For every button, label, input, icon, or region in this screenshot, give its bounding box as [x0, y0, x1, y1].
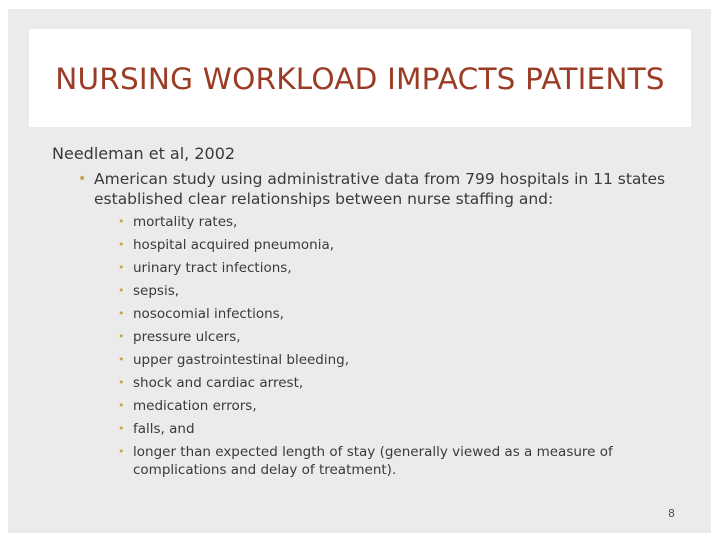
list-item [52, 374, 692, 392]
list-item [52, 397, 692, 415]
title-box [29, 29, 691, 127]
list-item [52, 213, 692, 231]
list-item [52, 328, 692, 346]
list-item-text: sepsis, [133, 283, 180, 299]
list-item [52, 420, 692, 438]
list-item-text: pressure ulcers, [133, 329, 241, 345]
list-item-text: upper gastrointestinal bleeding, [133, 352, 350, 368]
slide-content [52, 143, 692, 484]
list-item-text: urinary tract infections, [133, 260, 292, 276]
list-item [52, 443, 692, 479]
list-item [52, 259, 692, 277]
bullet-icon: • [118, 376, 125, 389]
slide [8, 9, 711, 533]
list-item-text: hospital acquired pneumonia, [133, 237, 335, 253]
list-item-text: falls, and [133, 421, 195, 437]
study-summary [52, 169, 692, 209]
list-item [52, 305, 692, 323]
list-item [52, 236, 692, 254]
bullet-icon: • [118, 330, 125, 343]
bullet-icon: • [118, 307, 125, 320]
bullet-icon: • [118, 399, 125, 412]
list-item-text: shock and cardiac arrest, [133, 375, 304, 391]
page-number: 8 [668, 507, 675, 520]
list-item-text: medication errors, [133, 398, 257, 414]
list-item-text: mortality rates, [133, 214, 238, 230]
bullet-icon: • [118, 284, 125, 297]
bullet-icon: • [118, 238, 125, 251]
citation-text: Needleman et al, 2002 [52, 144, 236, 163]
list-item [52, 282, 692, 300]
outcomes-list [52, 213, 692, 479]
bullet-icon: • [118, 261, 125, 274]
bullet-icon: • [78, 171, 87, 187]
list-item-text: longer than expected length of stay (generally viewed as a measure of complications and delay of treatment). [133, 444, 613, 478]
slide-title: NURSING WORKLOAD IMPACTS PATIENTS [55, 62, 665, 96]
bullet-icon: • [118, 422, 125, 435]
bullet-icon: • [118, 215, 125, 228]
bullet-icon: • [118, 445, 125, 458]
list-item-text: nosocomial infections, [133, 306, 284, 322]
bullet-icon: • [118, 353, 125, 366]
list-item [52, 351, 692, 369]
study-summary-text: American study using administrative data from 799 hospitals in 11 states established clear relationships between nurse staffing and: [94, 170, 666, 208]
